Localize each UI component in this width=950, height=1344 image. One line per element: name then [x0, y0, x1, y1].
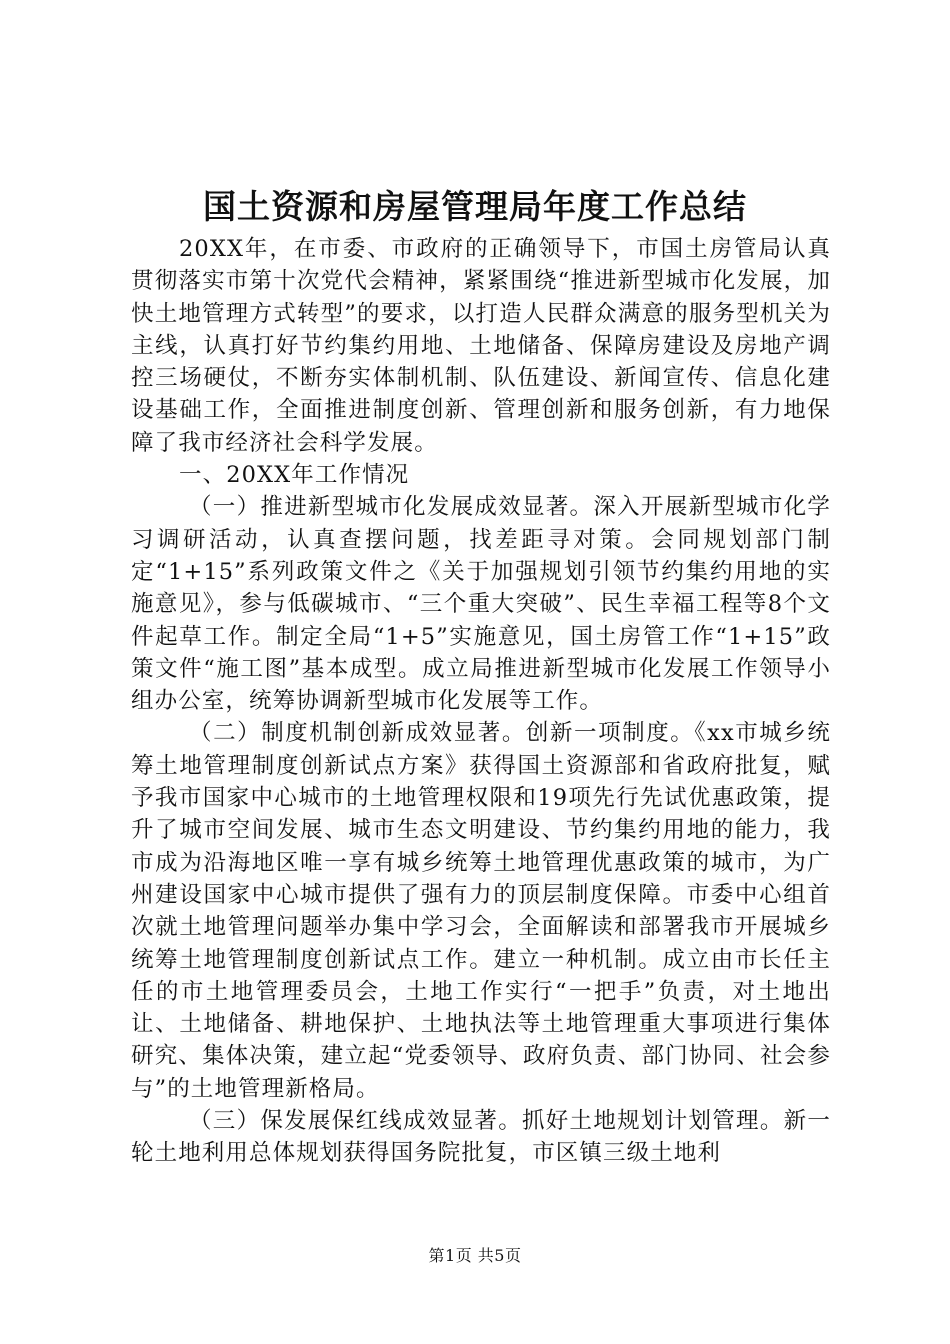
subsection-paragraph-2: （二）制度机制创新成效显著。创新一项制度。《xx市城乡统筹土地管理制度创新试点方案》获得国土资源部和省政府批复，赋予我市国家中心城市的土地管理权限和19项先行先试优惠政策，提升了城市空间发展、城市生态文明建设、节约集约用地的能力，我市成为沿海地区唯一享有城乡统筹土地管理优惠政策的城市，为广州建设国家中心城市提供了强有力的顶层制度保障。市委中心组首次就土地管理问题举办集中学习会，全面解读和部署我市开展城乡统筹土地管理制度创新试点工作。建立一种机制。成立由市长任主任的市土地管理委员会，土地工作实行“一把手”负责，对土地出让、土地储备、耕地保护、土地执法等土地管理重大事项进行集体研究、集体决策，建立起“党委领导、政府负责、部门协同、社会参与”的土地管理新格局。: [131, 720, 831, 1102]
document-title: 国土资源和房屋管理局年度工作总结: [203, 187, 747, 226]
subsection-paragraph-1: （一）推进新型城市化发展成效显著。深入开展新型城市化学习调研活动，认真查摆问题，找差距寻对策。会同规划部门制定“1+15”系列政策文件之《关于加强规划引领节约集约用地的实施意见》，参与低碳城市、“三个重大突破”、民生幸福工程等8个文件起草工作。制定全局“1+5”实施意见，国土房管工作“1+15”政策文件“施工图”基本成型。成立局推进新型城市化发展工作领导小组办公室，统筹协调新型城市化发展等工作。: [131, 494, 831, 715]
page-footer: 第1页 共5页: [428, 1246, 522, 1265]
section-heading: 一、20XX年工作情况: [179, 462, 410, 489]
intro-paragraph: 20XX年，在市委、市政府的正确领导下，市国土房管局认真贯彻落实市第十次党代会精神，紧紧围绕“推进新型城市化发展，加快土地管理方式转型”的要求，以打造人民群众满意的服务型机关为主线，认真打好节约集约用地、土地储备、保障房建设及房地产调控三场硬仗，不断夯实体制机制、队伍建设、新闻宣传、信息化建设基础工作，全面推进制度创新、管理创新和服务创新，有力地保障了我市经济社会科学发展。: [131, 236, 831, 456]
subsection-paragraph-3: （三）保发展保红线成效显著。抓好土地规划计划管理。新一轮土地利用总体规划获得国务院批复，市区镇三级土地利: [131, 1108, 831, 1167]
document-body: [131, 233, 831, 1170]
